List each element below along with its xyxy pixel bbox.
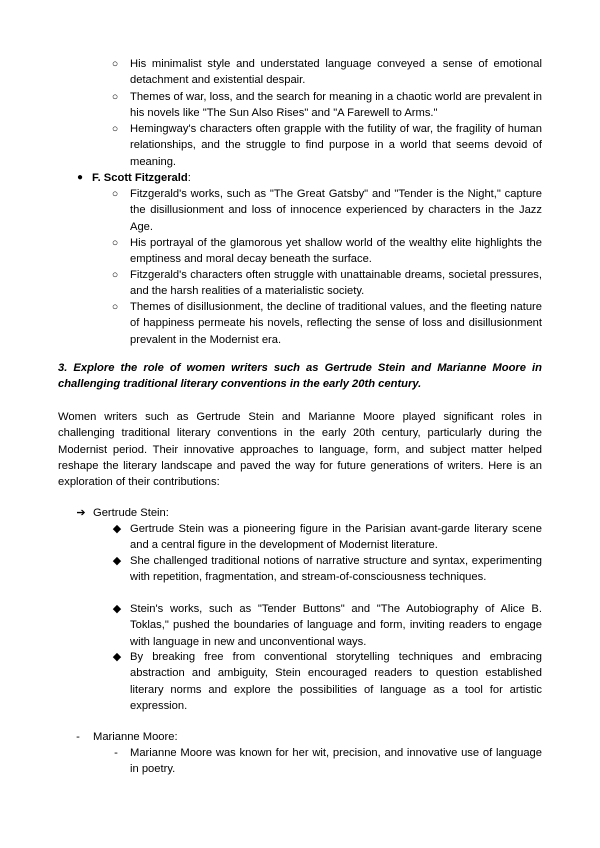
circle-bullet-icon: ○ <box>111 123 119 135</box>
circle-bullet-icon: ○ <box>111 269 119 281</box>
circle-bullet-icon: ○ <box>111 301 119 313</box>
circle-bullet-icon: ○ <box>111 237 119 249</box>
circle-bullet-icon: ○ <box>111 91 119 103</box>
diamond-bullet-icon: ◆ <box>112 603 122 615</box>
diamond-bullet-icon: ◆ <box>112 523 122 535</box>
list-item-text: Gertrude Stein was a pioneering figure in the Parisian avant-garde literary scene and a central figure in the development of Modernist literature. <box>130 523 542 552</box>
arrow-bullet-icon: ➔ <box>76 507 86 519</box>
circle-bullet-icon: ○ <box>111 58 119 70</box>
author-name: F. Scott Fitzgerald <box>92 172 188 184</box>
list-item-text: By breaking free from conventional storytelling techniques and embracing abstraction and ambiguity, Stein encouraged readers to question established literary norms and explore the possibilities of language as a tool for artistic expression. <box>130 651 542 712</box>
list-item-text: Stein's works, such as "Tender Buttons" and "The Autobiography of Alice B. Toklas," pushed the boundaries of language and form, inviting readers to engage with language in new and unconventional ways. <box>130 603 542 648</box>
intro-paragraph: Women writers such as Gertrude Stein and Marianne Moore played significant roles in challenging traditional literary conventions in the early 20th century, particularly during the Modernist period. Their innovative approaches to language, form, and subject matter helped reshape the literary landscape and paved the way for future generations of writers. Here is an exploration of their contributions: <box>58 411 542 489</box>
moore-label: Marianne Moore: <box>93 731 178 743</box>
list-item-text: Hemingway's characters often grapple with the futility of war, the fragility of human relationships, and the struggle to find purpose in a world that seems devoid of meaning. <box>130 123 542 168</box>
list-item-text: His portrayal of the glamorous yet shallow world of the wealthy elite highlights the emptiness and moral decay beneath the surface. <box>130 237 542 266</box>
heading-colon: : <box>187 172 191 184</box>
dash-bullet-icon: - <box>114 747 118 759</box>
section-heading: 3. Explore the role of women writers such as Gertrude Stein and Marianne Moore in challenging traditional literary conventions in the early 20th century. <box>58 362 542 391</box>
list-item-text: She challenged traditional notions of narrative structure and syntax, experimenting with repetition, fragmentation, and stream-of-consciousness techniques. <box>130 555 542 584</box>
list-item-text: Marianne Moore was known for her wit, precision, and innovative use of language in poetry. <box>130 747 542 776</box>
list-item-text: Themes of disillusionment, the decline of traditional values, and the fleeting nature of happiness permeate his novels, reflecting the sense of loss and disillusionment prevalent in the Modernist era. <box>130 301 542 346</box>
list-item-text: Themes of war, loss, and the search for meaning in a chaotic world are prevalent in his novels like "The Sun Also Rises" and "A Farewell to Arms." <box>130 91 542 120</box>
disc-bullet-icon: ● <box>76 172 84 183</box>
list-item-text: His minimalist style and understated language conveyed a sense of emotional detachment and existential despair. <box>130 58 542 87</box>
diamond-bullet-icon: ◆ <box>112 555 122 567</box>
diamond-bullet-icon: ◆ <box>112 651 122 663</box>
dash-bullet-icon: - <box>76 731 80 743</box>
circle-bullet-icon: ○ <box>111 188 119 200</box>
list-item-text: Fitzgerald's characters often struggle with unattainable dreams, societal pressures, and the harsh realities of a materialistic society. <box>130 269 542 298</box>
stein-label: Gertrude Stein: <box>93 507 169 519</box>
fitzgerald-heading <box>92 170 191 186</box>
list-item-text: Fitzgerald's works, such as "The Great Gatsby" and "Tender is the Night," capture the disillusionment and loss of innocence experienced by characters in the Jazz Age. <box>130 188 542 233</box>
